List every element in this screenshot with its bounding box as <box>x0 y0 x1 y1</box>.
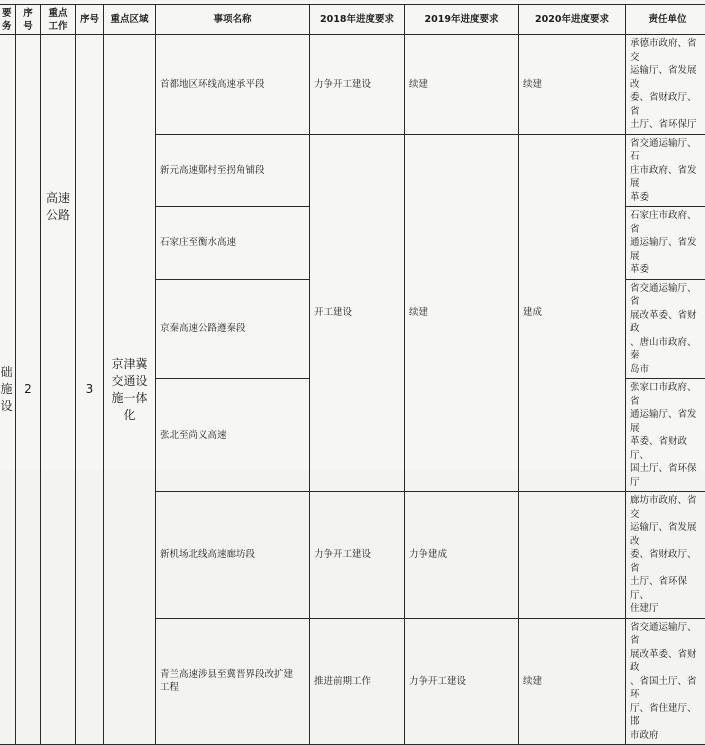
req-2020 <box>519 492 626 619</box>
item-name: 新元高速鄚村至拐角铺段 <box>156 134 310 207</box>
header-seq-1: 序号 <box>16 5 41 35</box>
resp-unit: 石家庄市政府、省 通运输厅、省发展 革委 <box>626 207 705 280</box>
header-req-2018: 2018年进度要求 <box>310 5 405 35</box>
item-name: 新机场北线高速廊坊段 <box>156 492 310 619</box>
seq-1-cell: 2 <box>16 35 41 745</box>
key-work-cell: 高速 公路 <box>41 35 76 745</box>
req-2019: 力争建成 <box>405 492 519 619</box>
category-cell: 础 施 设 <box>0 35 16 745</box>
item-name: 张北至尚义高速 <box>156 379 310 492</box>
key-area-cell: 京津冀 交通设 施一体 化 <box>104 35 156 745</box>
header-category: 要 务 <box>0 5 16 35</box>
header-key-work: 重点 工作 <box>41 5 76 35</box>
item-name: 首都地区环线高速承平段 <box>156 35 310 135</box>
resp-unit: 省交通运输厅、省 展改革委、省财政 、唐山市政府、秦 岛市 <box>626 279 705 379</box>
table-row <box>0 35 705 135</box>
item-name: 石家庄至衡水高速 <box>156 207 310 280</box>
req-2018: 力争开工建设 <box>310 492 405 619</box>
resp-unit: 承德市政府、省交 运输厅、省发展改 委、省财政厅、省 土厅、省环保厅 <box>626 35 705 135</box>
project-table <box>0 4 705 745</box>
header-req-2020: 2020年进度要求 <box>519 5 626 35</box>
header-req-2019: 2019年进度要求 <box>405 5 519 35</box>
req-2019-merged: 续建 <box>405 134 519 492</box>
header-row <box>0 5 705 35</box>
header-key-area: 重点区域 <box>104 5 156 35</box>
req-2019: 力争开工建设 <box>405 618 519 745</box>
req-2018: 力争开工建设 <box>310 35 405 135</box>
resp-unit: 省交通运输厅、石 庄市政府、省发展 革委 <box>626 134 705 207</box>
item-name: 京秦高速公路遵秦段 <box>156 279 310 379</box>
header-seq-2: 序号 <box>76 5 104 35</box>
header-item-name: 事项名称 <box>156 5 310 35</box>
resp-unit: 廊坊市政府、省交 运输厅、省发展改 委、省财政厅、省 土厅、省环保厅、 住建厅 <box>626 492 705 619</box>
req-2020: 续建 <box>519 35 626 135</box>
header-resp-unit: 责任单位 <box>626 5 705 35</box>
req-2020-merged: 建成 <box>519 134 626 492</box>
resp-unit: 张家口市政府、省 通运输厅、省发展 革委、省财政厅、 国土厅、省环保厅 <box>626 379 705 492</box>
req-2018-merged: 开工建设 <box>310 134 405 492</box>
req-2019: 续建 <box>405 35 519 135</box>
item-name: 青兰高速涉县至冀晋界段改扩建 工程 <box>156 618 310 745</box>
req-2018: 推进前期工作 <box>310 618 405 745</box>
req-2020: 续建 <box>519 618 626 745</box>
resp-unit: 省交通运输厅、省 展改革委、省财政 、省国土厅、省环 厅、省住建厅、邯 市政府 <box>626 618 705 745</box>
seq-2-cell: 3 <box>76 35 104 745</box>
